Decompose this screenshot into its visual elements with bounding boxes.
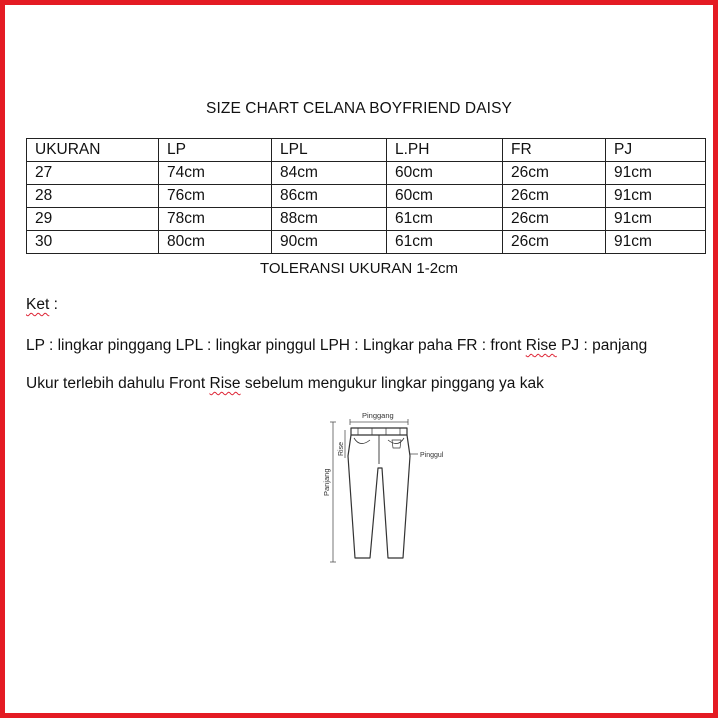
table-row: [27, 231, 706, 254]
header-cell: PJ: [606, 139, 706, 162]
table-cell: 91cm: [606, 162, 706, 185]
table-cell: 84cm: [272, 162, 387, 185]
legend-text-end: PJ : panjang: [556, 337, 648, 354]
table-header-row: [27, 139, 706, 162]
table-cell: 78cm: [159, 208, 272, 231]
table-cell: 29: [27, 208, 159, 231]
table-cell: 91cm: [606, 231, 706, 254]
length-label: Panjang: [322, 468, 331, 496]
table-cell: 27: [27, 162, 159, 185]
header-cell: UKURAN: [27, 139, 159, 162]
table-row: [27, 208, 706, 231]
header-cell: LPL: [272, 139, 387, 162]
table-cell: 61cm: [387, 208, 503, 231]
note-rise-word: Rise: [209, 375, 241, 392]
pants-outline-icon: [348, 428, 410, 558]
table-cell: 60cm: [387, 162, 503, 185]
tolerance-note: TOLERANSI UKURAN 1-2cm: [259, 260, 459, 277]
size-table: [26, 138, 706, 254]
table-cell: 61cm: [387, 231, 503, 254]
table-cell: 90cm: [272, 231, 387, 254]
table-cell: 28: [27, 185, 159, 208]
table-cell: 26cm: [503, 231, 606, 254]
table-cell: 76cm: [159, 185, 272, 208]
table-cell: 91cm: [606, 185, 706, 208]
note-text: Ukur terlebih dahulu Front: [26, 375, 210, 392]
table-row: [27, 162, 706, 185]
table-cell: 86cm: [272, 185, 387, 208]
table-cell: 91cm: [606, 208, 706, 231]
chart-title: SIZE CHART CELANA BOYFRIEND DAISY: [206, 100, 512, 117]
header-cell: LP: [159, 139, 272, 162]
abbreviation-legend: [26, 337, 647, 355]
ket-word: Ket: [26, 296, 50, 313]
table-cell: 88cm: [272, 208, 387, 231]
header-cell: FR: [503, 139, 606, 162]
table-cell: 80cm: [159, 231, 272, 254]
waist-label: Pinggang: [362, 411, 394, 420]
table-cell: 30: [27, 231, 159, 254]
header-cell: L.PH: [387, 139, 503, 162]
table-cell: 26cm: [503, 162, 606, 185]
pants-measurement-diagram: [300, 408, 470, 568]
ket-label: [26, 296, 58, 314]
rise-label: Rise: [338, 441, 345, 456]
table-row: [27, 185, 706, 208]
table-cell: 26cm: [503, 208, 606, 231]
note-text-end: sebelum mengukur lingkar pinggang ya kak: [240, 375, 544, 392]
ket-colon: :: [49, 296, 58, 313]
legend-text: LP : lingkar pinggang LPL : lingkar pinggul LPH : Lingkar paha FR : front: [26, 337, 526, 354]
table-cell: 26cm: [503, 185, 606, 208]
legend-rise-word: Rise: [525, 337, 557, 354]
hip-label: Pinggul: [420, 452, 444, 459]
table-cell: 74cm: [159, 162, 272, 185]
table-cell: 60cm: [387, 185, 503, 208]
measuring-instruction: [26, 375, 544, 393]
